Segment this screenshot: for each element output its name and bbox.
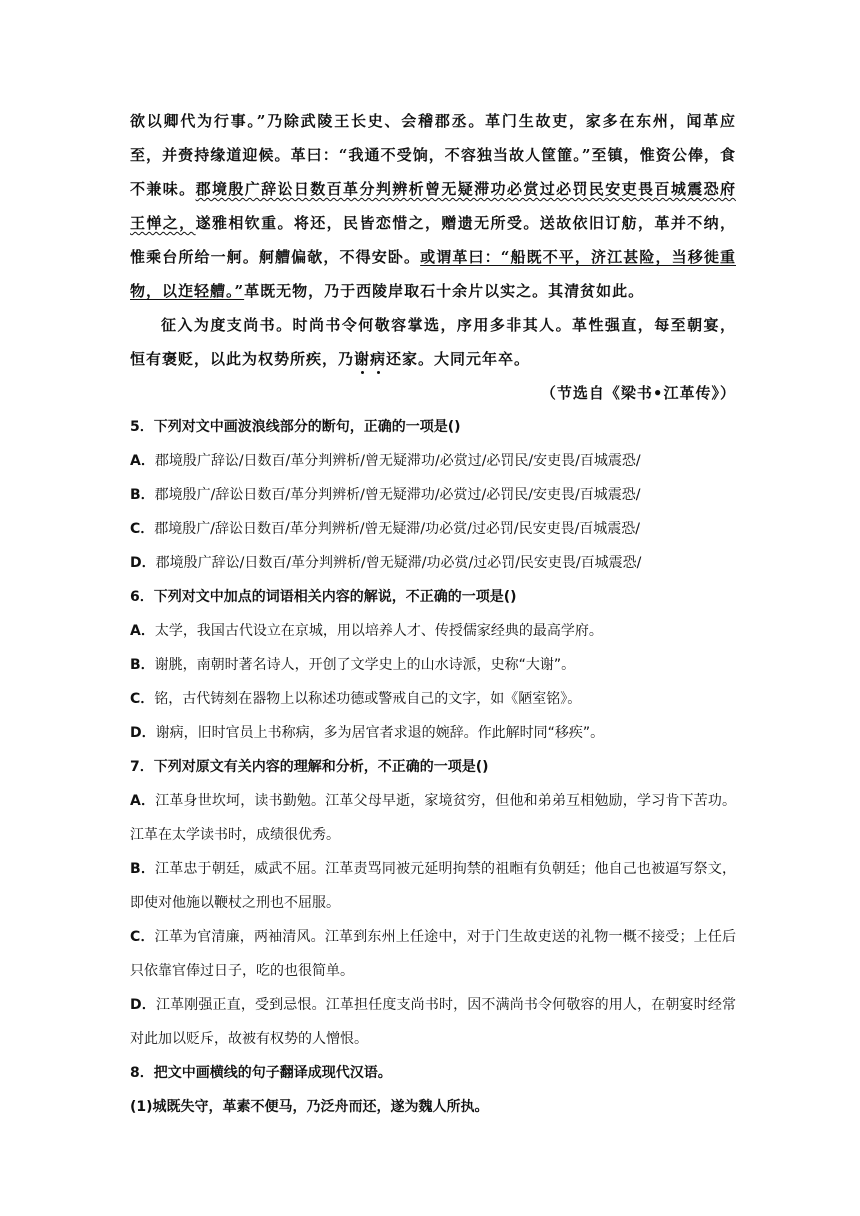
option-key: B． xyxy=(130,657,155,673)
question-7-option-b xyxy=(130,852,736,920)
option-text: 郡境殷广/辞讼日数百/革分判辨析/曾无疑滞/功必赏/过必罚/民安吏畏/百城震恐/ xyxy=(154,521,641,537)
question-6-option-d xyxy=(130,716,736,750)
option-text: 谢病，旧时官员上书称病，多为居官者求退的婉辞。作此解时同“移疾”。 xyxy=(155,725,605,741)
option-text: 郡境殷广/辞讼日数百/革分判辨析/曾无疑滞功/必赏过/必罚民/安吏畏/百城震恐/ xyxy=(154,487,641,503)
option-text: 郡境殷广辞讼/日数百/革分判辨析/曾无疑滞/功必赏/过必罚/民安吏畏/百城震恐/ xyxy=(155,555,642,571)
option-text: 江革为官清廉，两袖清风。江革到东州上任途中，对于门生故吏送的礼物一概不接受；上任后只依靠官俸过日子，吃的也很简单。 xyxy=(130,929,737,979)
option-text: 江革刚强正直，受到忌恨。江革担任度支尚书时，因不满尚书令何敬容的用人，在朝宴时经常对此加以贬斥，故被有权势的人憎恨。 xyxy=(130,997,737,1047)
option-key: B． xyxy=(130,487,155,503)
option-key: A． xyxy=(130,623,155,639)
option-key: A． xyxy=(130,793,156,809)
option-key: D． xyxy=(130,555,156,571)
question-5-option-b xyxy=(130,478,736,512)
passage-text: 还家。大同元年卒。 xyxy=(386,350,531,368)
passage-text: 革既无物，乃于西陵岸取石十余片以实之。其清贫如此。 xyxy=(244,282,645,300)
question-list xyxy=(130,410,736,1124)
question-6-stem: 6．下列对文中加点的词语相关内容的解说，不正确的一项是() xyxy=(130,589,517,605)
wavy-underlined-sentence: 郡境殷广辞讼日数百革分判辨析曾无疑滞功必赏过必罚民安吏畏百城震恐府王惮之， xyxy=(130,180,736,232)
option-text: 谢朓，南朝时著名诗人，开创了文学史上的山水诗派，史称“大谢”。 xyxy=(154,657,576,673)
option-key: C． xyxy=(130,521,155,537)
question-7-option-d xyxy=(130,988,736,1056)
question-5-option-d xyxy=(130,546,736,580)
option-key: D． xyxy=(130,725,156,741)
question-5-option-c xyxy=(130,512,736,546)
option-key: C． xyxy=(130,691,155,707)
option-text: 铭，古代铸刻在器物上以称述功德或警戒自己的文字，如《陋室铭》。 xyxy=(154,691,582,707)
question-6-option-a xyxy=(130,614,736,648)
option-text: 江革身世坎坷，读书勤勉。江革父母早逝，家境贫穷，但他和弟弟互相勉励，学习肯下苦功。江革在太学读书时，成绩很优秀。 xyxy=(130,793,737,843)
underlined-sentence: 或谓革曰：“船既不平，济江甚险，当移徙重物，以迮轻艚。” xyxy=(130,248,736,300)
classical-passage xyxy=(130,104,736,410)
question-8-sentence-1: (1)城既失守，革素不便马，乃泛舟而还，遂为魏人所执。 xyxy=(130,1099,489,1115)
passage-text: 欲以卿代为行事。”乃除武陵王长史、会稽郡丞。革门生故吏，家多在东州，闻革应至，并赍持缘道迎候。革曰：“我通不受饷，不容独当故人筐篚。”至镇，惟资公俸，食不兼味。 xyxy=(130,112,736,198)
passage-text: 遂雅相钦重。将还，民皆恋惜之，赠遗无所受。送故依旧订舫，革并不纳，惟乘台所给一舸。舸艚偏欹，不得安卧。 xyxy=(130,214,736,266)
question-7-stem: 7．下列对原文有关内容的理解和分析，不正确的一项是() xyxy=(130,759,489,775)
dotted-character: 病 xyxy=(370,350,387,368)
option-text: 江革忠于朝廷，威武不屈。江革责骂同被元延明拘禁的祖暅有负朝廷；他自己也被逼写祭文，即使对他施以鞭杖之刑也不屈服。 xyxy=(130,861,737,911)
option-key: B． xyxy=(130,861,156,877)
option-key: A． xyxy=(130,453,155,469)
question-8-stem: 8．把文中画横线的句子翻译成现代汉语。 xyxy=(130,1065,392,1081)
question-7-option-a xyxy=(130,784,736,852)
dotted-character: 谢 xyxy=(354,350,371,368)
passage-text: 征入为度支尚书。时尚书令何敬容掌选，序用多非其人。革性强直，每至朝宴，恒有褒贬，以此为权势所疾，乃 xyxy=(130,316,736,368)
question-7-option-c xyxy=(130,920,736,988)
option-text: 郡境殷广辞讼/日数百/革分判辨析/曾无疑滞功/必赏过/必罚民/安吏畏/百城震恐/ xyxy=(154,453,641,469)
passage-source: （节选自《梁书•江革传》） xyxy=(540,384,736,402)
option-text: 太学，我国古代设立在京城，用以培养人才、传授儒家经典的最高学府。 xyxy=(154,623,603,639)
question-5-option-a xyxy=(130,444,736,478)
question-6-option-b xyxy=(130,648,736,682)
option-key: D． xyxy=(130,997,156,1013)
option-key: C． xyxy=(130,929,155,945)
question-6-option-c xyxy=(130,682,736,716)
question-5-stem: 5．下列对文中画波浪线部分的断句，正确的一项是() xyxy=(130,419,461,435)
passage-paragraph-1 xyxy=(130,104,736,308)
passage-paragraph-2 xyxy=(130,308,736,376)
